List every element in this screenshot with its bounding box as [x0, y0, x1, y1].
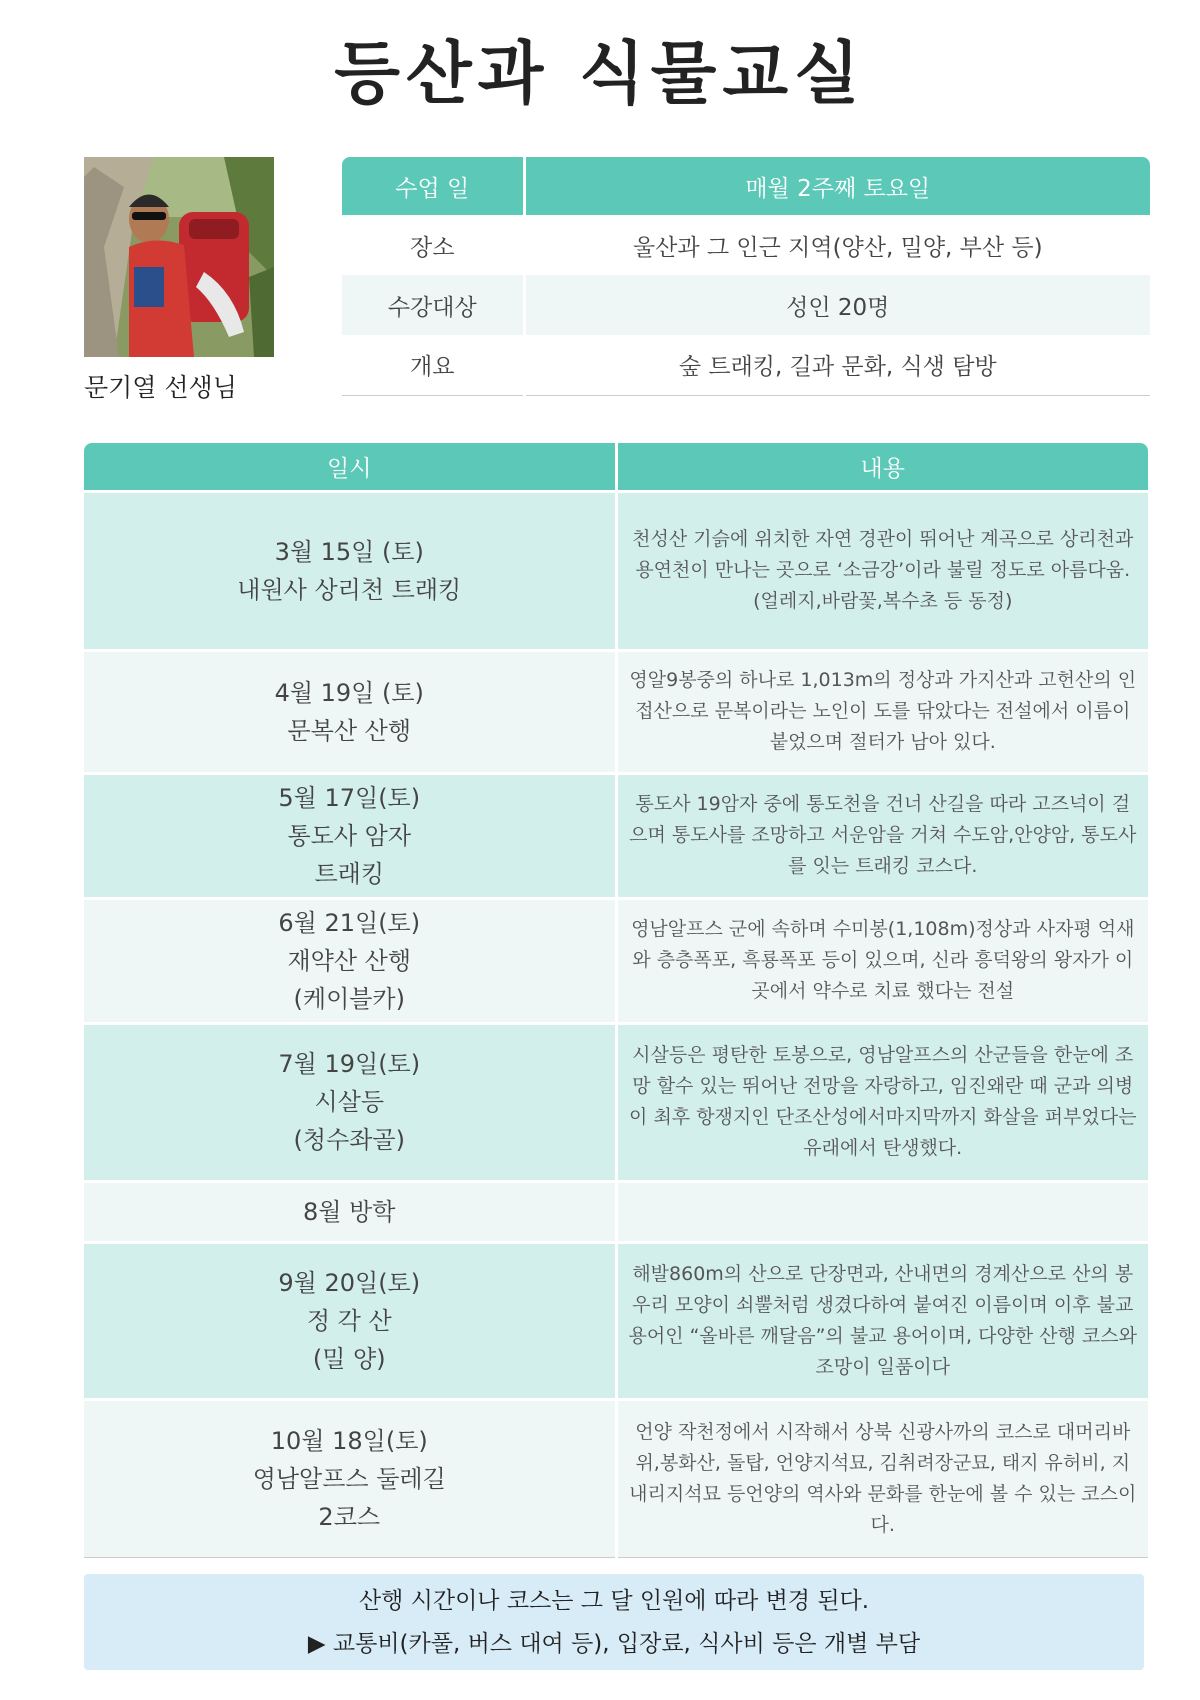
schedule-table — [84, 443, 1148, 1558]
schedule-when-line: 영남알프스 둘레길 — [252, 1464, 446, 1493]
schedule-desc: 천성산 기슭에 위치한 자연 경관이 뛰어난 계곡으로 상리천과 용연천이 만나는 곳으로 ‘소금강’이라 불릴 정도로 아름다움.(얼레지,바람꽃,복수초 등 동정) — [616, 491, 1148, 650]
schedule-when-line: 5월 17일(토) — [278, 783, 421, 812]
info-row-value: 울산과 그 인근 지역(양산, 밀양, 부산 등) — [632, 234, 1043, 261]
info-row — [342, 215, 1150, 275]
notice-line: ▶ 교통비(카풀, 버스 대여 등), 입장료, 식사비 등은 개별 부담 — [307, 1631, 921, 1657]
schedule-when — [84, 1181, 616, 1242]
schedule-header-when: 일시 — [84, 443, 616, 491]
schedule-header-row — [84, 443, 1148, 491]
info-row — [342, 335, 1150, 395]
schedule-when — [84, 773, 616, 898]
schedule-desc: 시살등은 평탄한 토봉으로, 영남알프스의 산군들을 한눈에 조망 할수 있는 뛰어난 전망을 자랑하고, 임진왜란 때 군과 의병이 최후 항쟁지인 단조산성에서마지막까지 화살을 퍼부었다는 유래에서 탄생했다. — [616, 1023, 1148, 1181]
info-row — [342, 275, 1150, 335]
info-table — [342, 157, 1150, 396]
schedule-when — [84, 1023, 616, 1181]
schedule-when-line: (케이블카) — [293, 984, 405, 1013]
info-header-value: 매월 2주째 토요일 — [524, 157, 1150, 215]
page-title: 등산과 식물교실 — [334, 35, 866, 114]
schedule-when-line: 트래킹 — [314, 859, 385, 888]
schedule-when — [84, 1399, 616, 1557]
schedule-desc: 통도사 19암자 중에 통도천을 건너 산길을 따라 고즈넉이 걸으며 통도사를 조망하고 서운암을 거쳐 수도암,안양암, 통도사를 잇는 트래킹 코스다. — [616, 773, 1148, 898]
schedule-when-line: 3월 15일 (토) — [274, 537, 424, 566]
schedule-when-line: 10월 18일(토) — [270, 1426, 428, 1455]
schedule-row — [84, 1181, 1148, 1242]
schedule-row — [84, 1399, 1148, 1557]
schedule-when — [84, 650, 616, 773]
schedule-when-line: 통도사 암자 — [287, 821, 412, 850]
schedule-when-line: 내원사 상리천 트래킹 — [237, 575, 462, 604]
schedule-desc — [616, 1181, 1148, 1242]
info-row-value: 성인 20명 — [524, 275, 1150, 335]
schedule-desc: 영남알프스 군에 속하며 수미봉(1,108m)정상과 사자평 억새와 층층폭포, 흑룡폭포 등이 있으며, 신라 흥덕왕의 왕자가 이곳에서 약수로 치료 했다는 전설 — [616, 898, 1148, 1023]
info-row-label: 장소 — [342, 215, 524, 275]
schedule-desc: 언양 작천정에서 시작해서 상북 신광사까의 코스로 대머리바위,봉화산, 돌탑, 언양지석묘, 김취려장군묘, 태지 유허비, 지내리지석묘 등언양의 역사와 문화를 한눈에 볼 수 있는 코스이다. — [616, 1399, 1148, 1557]
schedule-row — [84, 773, 1148, 898]
schedule-header-content: 내용 — [616, 443, 1148, 491]
schedule-when-line: 4월 19일 (토) — [274, 678, 424, 707]
schedule-when — [84, 491, 616, 650]
info-row-label: 개요 — [342, 335, 524, 395]
schedule-when-line: 9월 20일(토) — [278, 1268, 421, 1297]
schedule-when-line: 시살등 — [314, 1088, 385, 1116]
schedule-when-line: 7월 19일(토) — [278, 1050, 421, 1078]
schedule-desc: 영알9봉중의 하나로 1,013m의 정상과 가지산과 고헌산의 인접산으로 문복이라는 노인이 도를 닦았다는 전설에서 이름이 붙었으며 절터가 남아 있다. — [616, 650, 1148, 773]
schedule-when-line: 6월 21일(토) — [278, 908, 421, 937]
schedule-when-line: 문복산 산행 — [287, 716, 412, 745]
schedule-row — [84, 650, 1148, 773]
schedule-when — [84, 898, 616, 1023]
schedule-when-line: 2코스 — [318, 1502, 381, 1531]
schedule-when-line: (청수좌골) — [293, 1126, 405, 1154]
info-row-label: 수강대상 — [342, 275, 524, 335]
schedule-when-line: 재약산 산행 — [287, 946, 412, 975]
info-row-value: 숲 트래킹, 길과 문화, 식생 탐방 — [524, 335, 1150, 395]
notice-box — [84, 1574, 1144, 1670]
schedule-desc: 해발860m의 산으로 단장면과, 산내면의 경계산으로 산의 봉우리 모양이 쇠뿔처럼 생겼다하여 붙여진 이름이며 이후 불교 용어인 “올바른 깨달음”의 불교 용어이며, 다양한 산행 코스와 조망이 일품이다 — [616, 1242, 1148, 1399]
schedule-when-line: 8월 방학 — [303, 1197, 396, 1226]
hiker-photo-image — [84, 157, 274, 357]
info-header-label: 수업 일 — [342, 157, 524, 215]
teacher-photo — [84, 157, 274, 357]
schedule-when-line: 정 각 산 — [306, 1306, 392, 1335]
teacher-name: 문기열 선생님 — [84, 373, 237, 402]
schedule-row — [84, 1023, 1148, 1181]
schedule-row — [84, 491, 1148, 650]
schedule-when-line: (밀 양) — [312, 1344, 386, 1373]
schedule-when — [84, 1242, 616, 1399]
info-header-row — [342, 157, 1150, 215]
notice-line: 산행 시간이나 코스는 그 달 인원에 따라 변경 된다. — [358, 1588, 870, 1614]
schedule-row — [84, 898, 1148, 1023]
schedule-row — [84, 1242, 1148, 1399]
